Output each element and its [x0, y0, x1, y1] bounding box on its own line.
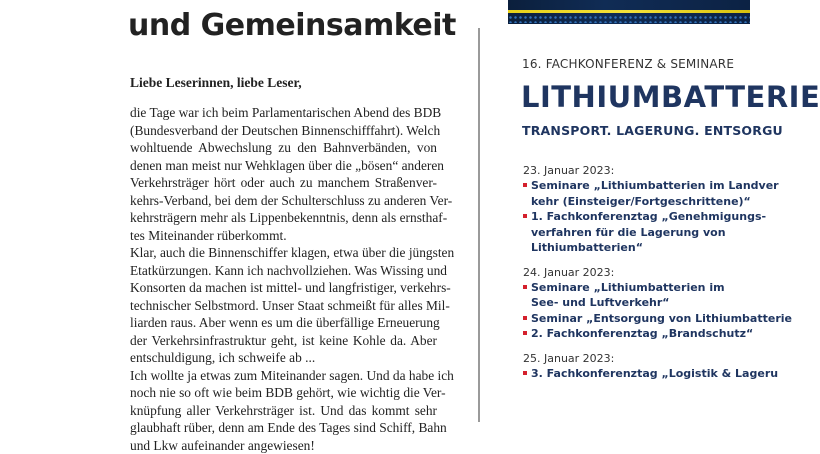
body-line: technischer Selbstmord. Unser Staat schmeißt für alles Mil-: [130, 297, 437, 315]
conference-overline: 16. FACHKONFERENZ & SEMINARE: [522, 57, 734, 71]
schedule-date: 23. Januar 2023:: [523, 163, 763, 178]
bullet-square-icon: [523, 285, 527, 289]
banner-stripe: [508, 10, 750, 13]
body-line: Etatkürzungen. Kann ich nachvollziehen. Was Wissing und: [130, 262, 437, 280]
schedule-date: 25. Januar 2023:: [523, 351, 763, 366]
event-line: 1. Fachkonferenztag „Genehmigungs-: [531, 209, 763, 225]
bullet-square-icon: [523, 331, 527, 335]
bullet-square-icon: [523, 183, 527, 187]
event-line: verfahren für die Lagerung von: [531, 225, 763, 241]
body-line: die Tage war ich beim Parlamentarischen Abend des BDB: [130, 104, 437, 122]
schedule-day: [523, 163, 763, 256]
schedule-event: [523, 280, 763, 311]
body-line: der Verkehrsinfrastruktur geht, ist keine Kohle da. Aber: [130, 332, 437, 350]
body-line: und Lkw aufeinander angewiesen!: [130, 437, 437, 454]
event-line: See- und Luftverkehr“: [531, 295, 763, 311]
body-line: tes Miteinander rüberkommt.: [130, 227, 437, 245]
editorial-headline: und Gemeinsamkeit: [128, 8, 456, 43]
schedule-event: [523, 178, 763, 209]
bullet-square-icon: [523, 214, 527, 218]
body-line: Ich wollte ja etwas zum Miteinander sagen. Und da habe ich: [130, 367, 437, 385]
schedule-day: [523, 351, 763, 382]
editorial-body: [130, 104, 437, 454]
schedule-event: [523, 366, 763, 382]
body-line: entschuldigung, ich schweife ab ...: [130, 349, 437, 367]
conference-subtitle: TRANSPORT. LAGERUNG. ENTSORGU: [522, 123, 783, 138]
banner-image: [508, 0, 750, 24]
body-line: kehrs-Verband, bei dem der Schulterschluss zu anderen Ver-: [130, 192, 437, 210]
conference-ad: [480, 0, 750, 422]
salutation: Liebe Leserinnen, liebe Leser,: [130, 75, 302, 91]
schedule-event: [523, 209, 763, 256]
body-line: knüpfung aller Verkehrsträger ist. Und das kommt sehr: [130, 402, 437, 420]
body-line: Verkehrsträger hört oder auch zu manchem Straßenver-: [130, 174, 437, 192]
event-line: Lithiumbatterien“: [531, 240, 763, 256]
body-line: liarden raus. Aber wenn es um die überfällige Erneuerung: [130, 314, 437, 332]
event-line: Seminar „Entsorgung von Lithiumbatterie: [531, 311, 763, 327]
body-line: kehrsträgern mehr als Lippenbekenntnis, denn als ernsthaf-: [130, 209, 437, 227]
body-line: wohltuende Abwechslung zu den Bahnverbänden, von: [130, 139, 437, 157]
schedule-event: [523, 311, 763, 327]
schedule-date: 24. Januar 2023:: [523, 265, 763, 280]
event-line: Seminare „Lithiumbatterien im Landver: [531, 178, 763, 194]
schedule-event: [523, 326, 763, 342]
body-line: glaubhaft rüber, denn am Ende des Tages sind Schiff, Bahn: [130, 419, 437, 437]
event-line: 3. Fachkonferenztag „Logistik & Lageru: [531, 366, 763, 382]
body-line: Klar, auch die Binnenschiffer klagen, etwa über die jüngsten: [130, 244, 437, 262]
conference-title: LITHIUMBATTERIE: [521, 80, 820, 114]
event-line: Seminare „Lithiumbatterien im: [531, 280, 763, 296]
banner-pattern: [508, 15, 750, 23]
body-line: (Bundesverband der Deutschen Binnenschifffahrt). Welch: [130, 122, 437, 140]
body-line: noch nie so oft wie beim BDB gehört, wie wichtig die Ver-: [130, 384, 437, 402]
conference-schedule: [523, 163, 763, 390]
body-line: Konsorten da machen ist mittel- und langfristiger, verkehrs-: [130, 279, 437, 297]
event-line: kehr (Einsteiger/Fortgeschrittene)“: [531, 194, 763, 210]
body-line: denen man meist nur Wehklagen über die „bösen“ anderen: [130, 157, 437, 175]
bullet-square-icon: [523, 371, 527, 375]
bullet-square-icon: [523, 316, 527, 320]
schedule-day: [523, 265, 763, 342]
event-line: 2. Fachkonferenztag „Brandschutz“: [531, 326, 763, 342]
